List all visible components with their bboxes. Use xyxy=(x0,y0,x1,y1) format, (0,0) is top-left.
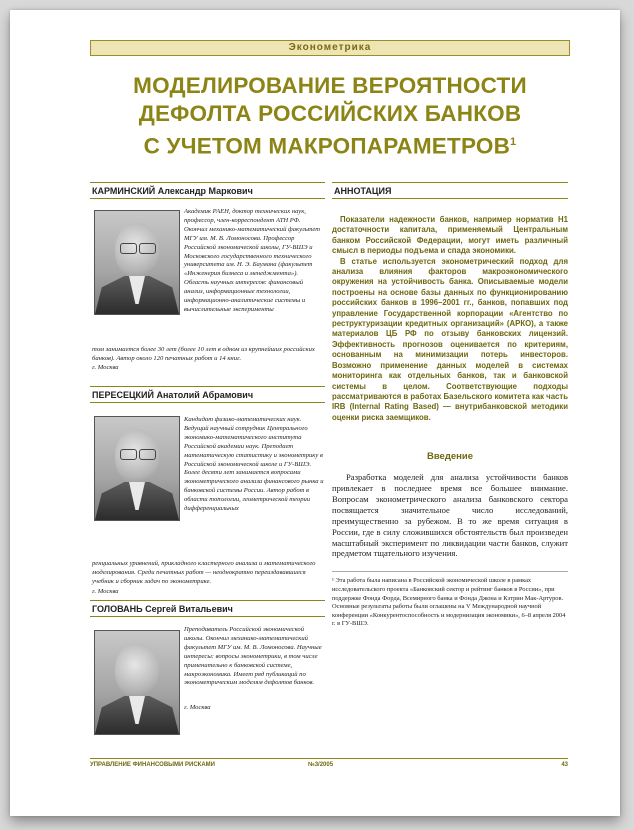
annotation-paragraph: Показатели надежности банков, например норматив Н1 достаточности капитала, применяемый Центральным банком Российской Федерации, могут иметь различный смысл в периоды подъема и спада экономики. xyxy=(332,215,568,256)
page-number: 43 xyxy=(561,762,568,768)
page-footer xyxy=(90,758,568,771)
author-city: г. Москва xyxy=(184,704,211,711)
section-header: Эконометрика xyxy=(90,40,570,56)
author-bio-continued: том занимается более 30 лет (более 10 лет в одном из крупнейших российских банков). Автор около 120 печатных работ и 14 книг. xyxy=(92,346,315,362)
author-name: ПЕРЕСЕЦКИЙ Анатолий Абрамович xyxy=(90,386,325,403)
main-column xyxy=(332,182,568,629)
author-bio: Преподаватель Российской экономической школы. Окончил механико-математический факультет МГУ им. М. В. Ломоносова. Научные интересы: вопросы эконометрики, в том числе применительно к банковской системе, макроэкономика. Имеет ряд публикаций по эконометрическим моделям дефолтов банков. xyxy=(184,626,322,687)
author-bio: Академик РАЕН, доктор технических наук, профессор, член-корреспондент АТН РФ. Окончил механико-математический факультет МГУ им. М. В. Ломоносова. Профессор Российской экономической школы, ГУ-ВШЭ и Московского государственного технического университета им. Н. Э. Баумана (факультет «Инженерия бизнеса и менеджмента»). Область научных интересов: финансовый анализ, информационные технологии, информационно-аналитические системы и вычислительные эксперименты xyxy=(184,208,321,313)
footnote: ¹ Эта работа была написана в Российской экономической школе в рамках исследовательского проекта «Банковский сектор и рейтинг банков в России», при поддержке Фонда Форда, Всемирного банка и Фонда Джона и Кэтрин Мак-Артуров. Основные результаты работы были оглашены на V Международной научной конференции «Конкурентоспособность и модернизация экономики», 6–8 апреля 2004 г. в ГУ-ВШЭ. xyxy=(332,571,568,629)
face-shape xyxy=(115,643,159,697)
introduction-heading: Введение xyxy=(426,451,474,463)
author-bio: Кандидат физико-математических наук. Ведущий научный сотрудник Центрального экономико-математического института Российской академии наук. Преподает математическую статистику и эконометрику в Российской экономической школе и ГУ-ВШЭ. Более десяти лет занимается вопросами эконометрического анализа финансового рынка и банковской системы России. Автор работ в области топологии, геометрической теории дифференциальных xyxy=(184,416,324,513)
annotation-text xyxy=(332,215,568,423)
glasses-right xyxy=(139,449,156,460)
author-photo xyxy=(94,210,180,315)
title-line-3 xyxy=(70,128,590,161)
glasses-left xyxy=(120,449,137,460)
author-city: г. Москва xyxy=(92,588,119,595)
title-line-3-text: С УЧЕТОМ МАКРОПАРАМЕТРОВ xyxy=(143,133,511,159)
introduction-text: Разработка моделей для анализа устойчивости банков привлекает в последнее время все большее внимание. Вопросам эконометрического анализа банковского сектора посвящается значительное число исследований, преимущественно за рубежом. В то же время ситуация в России, где в силу сложившихся обстоятельств был произведен масштабный эксперимент по ликвидации части банков, служит предметом тщательного изучения. xyxy=(332,472,568,559)
author-photo xyxy=(94,416,180,521)
author-name: ГОЛОВАНЬ Сергей Витальевич xyxy=(90,600,325,617)
glasses-right xyxy=(139,243,156,254)
annotation-heading: АННОТАЦИЯ xyxy=(332,182,568,199)
author-city: г. Москва xyxy=(92,364,119,371)
author-bio-continued: ренциальных уравнений, прикладного кластерного анализа и математического моделирования. Среди печатных работ — неоднократно переиздававшиеся учебник и сборник задач по эконометрике. xyxy=(92,560,316,585)
footnote-mark: 1 xyxy=(510,136,517,148)
author-block-peresetsky xyxy=(90,386,325,595)
journal-name: УПРАВЛЕНИЕ ФИНАНСОВЫМИ РИСКАМИ xyxy=(90,762,215,768)
author-block-golovan xyxy=(90,600,325,711)
journal-page xyxy=(10,10,620,816)
title-line-2: ДЕФОЛТА РОССИЙСКИХ БАНКОВ xyxy=(138,101,522,126)
article-title xyxy=(70,72,590,161)
title-line-1: МОДЕЛИРОВАНИЕ ВЕРОЯТНОСТИ xyxy=(133,73,527,98)
glasses-left xyxy=(120,243,137,254)
issue-number: №3/2005 xyxy=(308,762,334,768)
author-photo xyxy=(94,630,180,735)
annotation-paragraph: В статье используется эконометрический подход для анализа влияния факторов макроэкономического окружения на устойчивость банка. Описываемые модели построены на основе базы данных по функционированию российских банков в 1996–2001 гг., банков, попавших под управление Государственной корпорации «Агентство по реструктуризации кредитных организаций» (АРКО), а также материалов ЦБ РФ по отзыву банковских лицензий. Эффективность прогнозов оценивается по критериям, основанным на минимизации потерь инвесторов. Возможно применение данных моделей в системах мониторинга как отдельных банков, так и банковской системы в целом. Соответствующие подходы рассматриваются в работах Базельского комитета как часть IRB (Internal Rating Based) — внутрибанковской методики оценки риска заемщиков. xyxy=(332,256,568,422)
author-name: КАРМИНСКИЙ Александр Маркович xyxy=(90,182,325,199)
author-block-karminsky xyxy=(90,182,325,371)
